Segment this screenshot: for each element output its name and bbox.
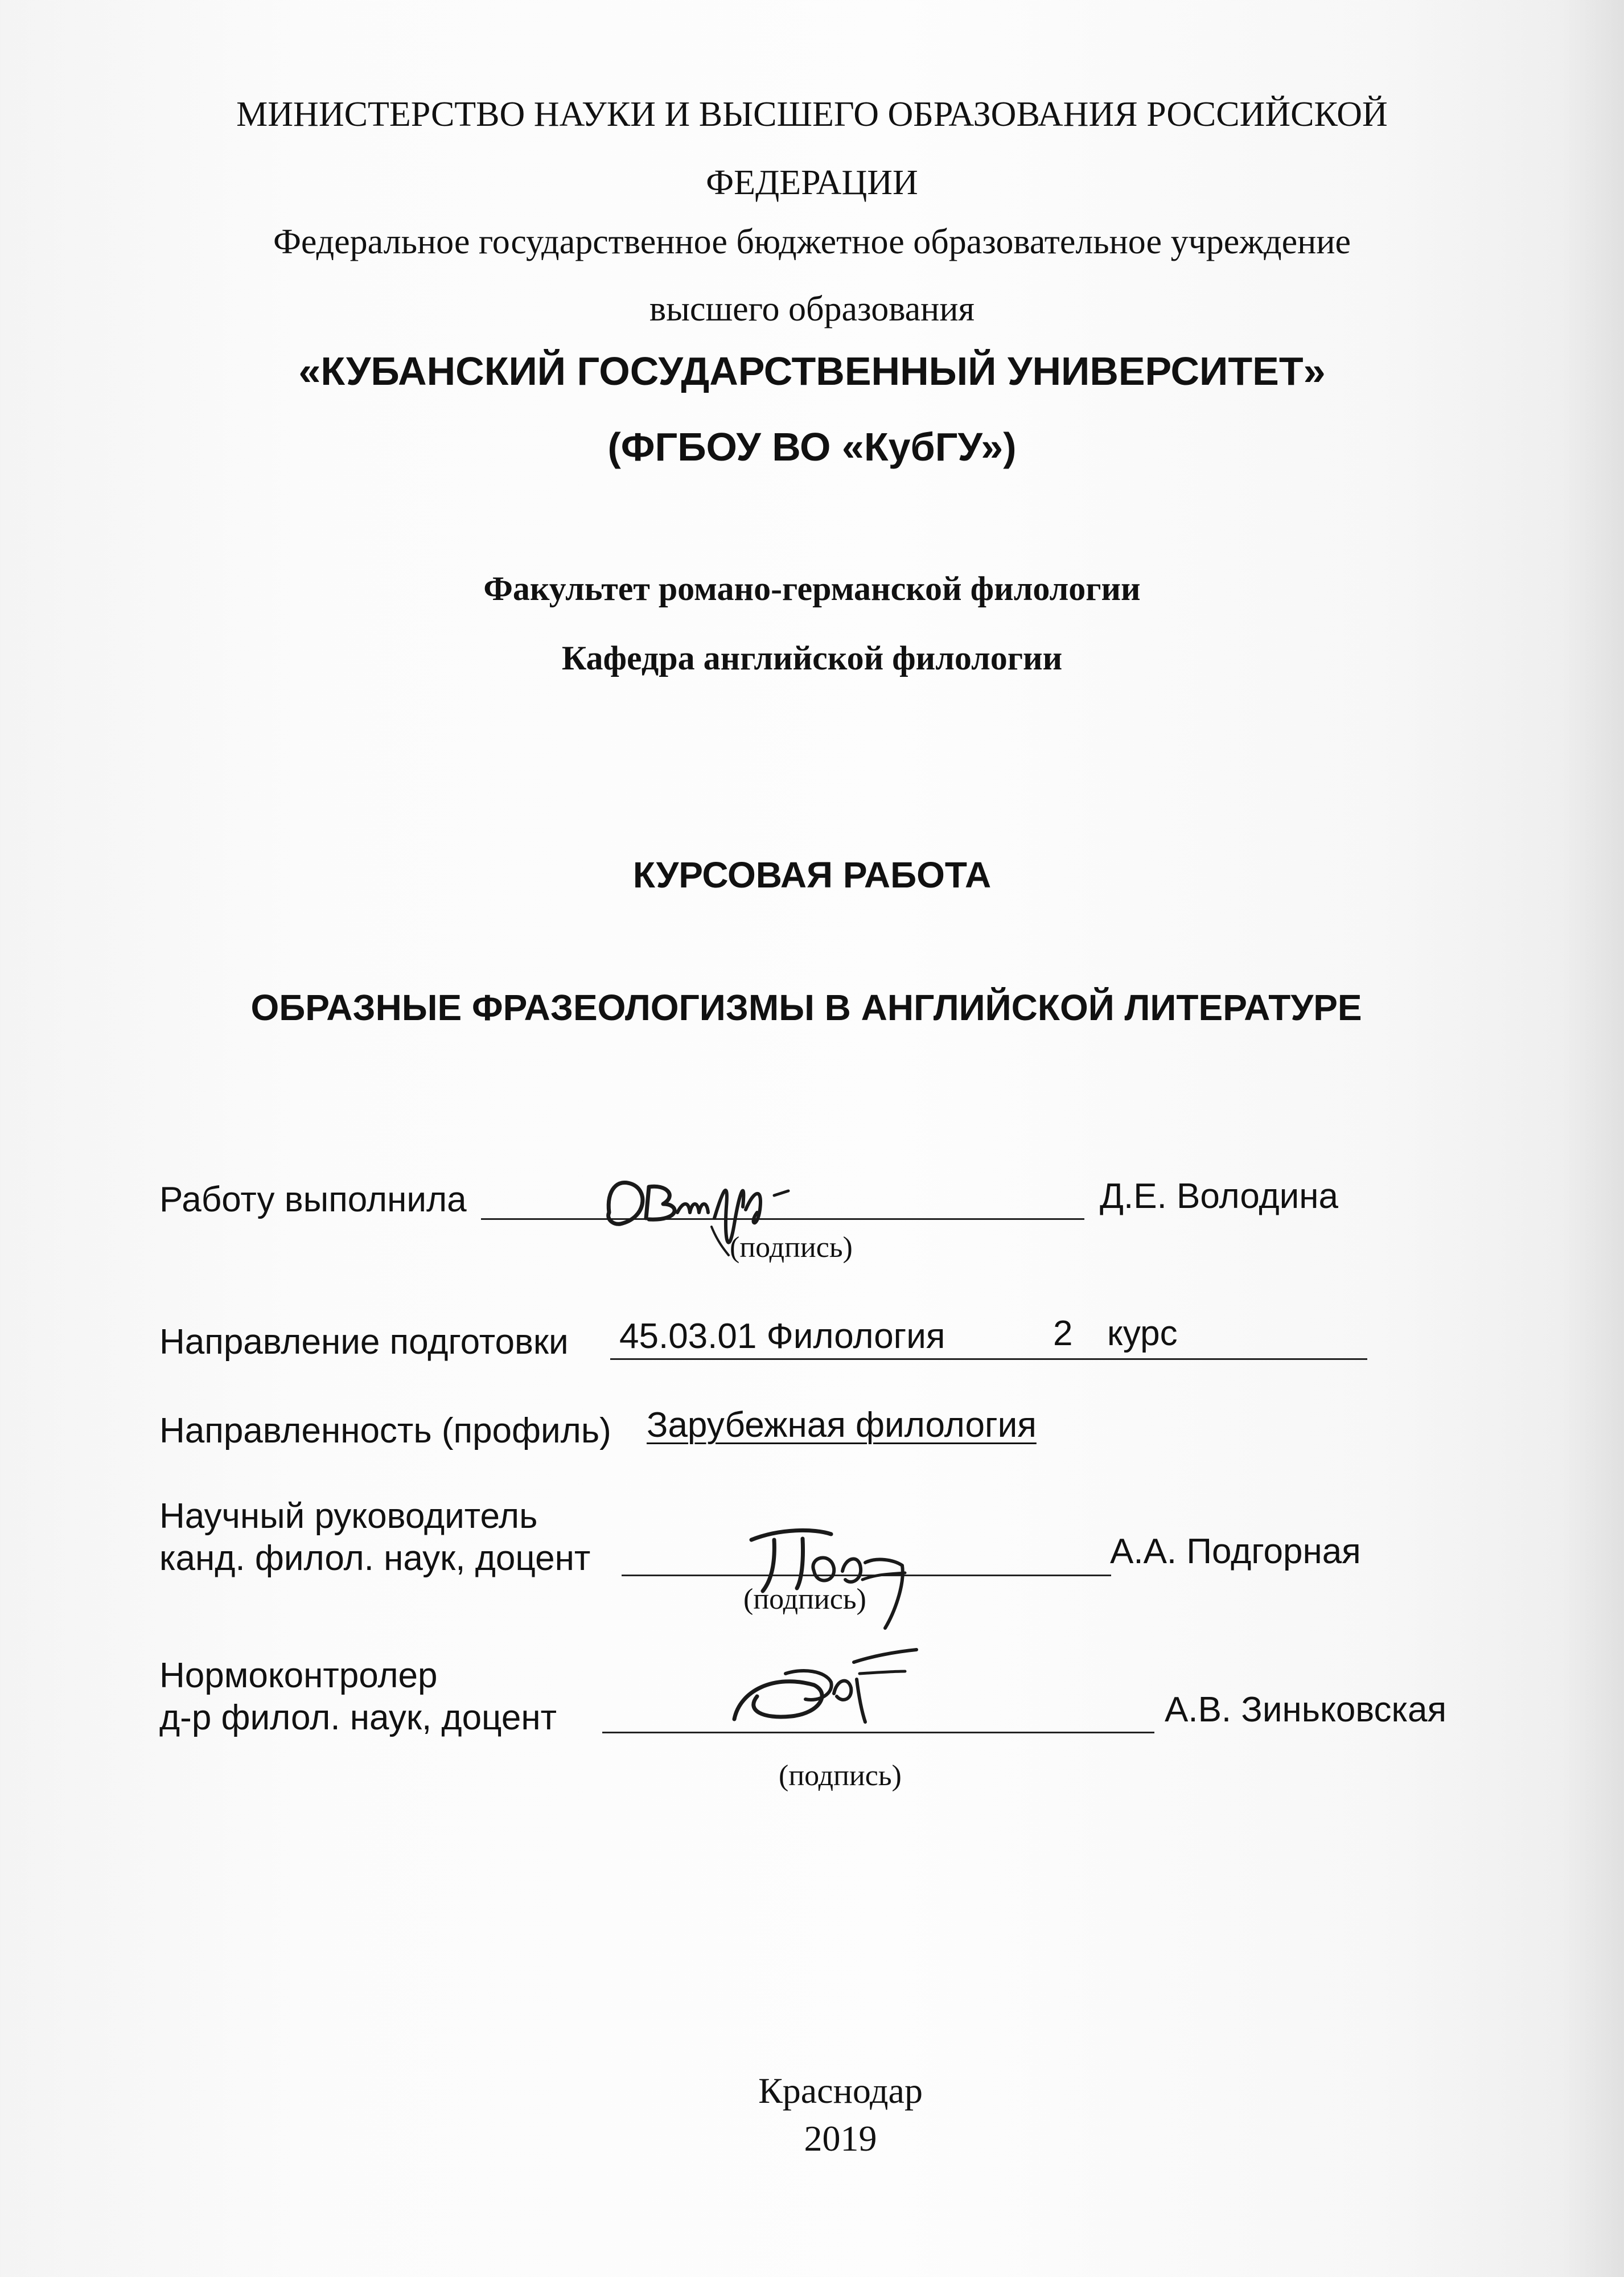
- page-edge-shadow: [1561, 0, 1624, 2277]
- supervisor-role: Научный руководитель: [159, 1497, 538, 1536]
- profile-value: Зарубежная филология: [647, 1405, 1037, 1445]
- document-type: КУРСОВАЯ РАБОТА: [632, 854, 992, 895]
- course-label: курс: [1107, 1314, 1178, 1353]
- author-name: Д.Е. Володина: [1100, 1177, 1339, 1216]
- year: 2019: [804, 2118, 877, 2159]
- city: Краснодар: [758, 2070, 923, 2111]
- document-title: ОБРАЗНЫЕ ФРАЗЕОЛОГИЗМЫ В АНГЛИЙСКОЙ ЛИТЕРАТУРЕ: [250, 987, 1362, 1028]
- supervisor-degree: канд. филол. наук, доцент: [159, 1539, 591, 1578]
- normcontroller-signature-image: [723, 1639, 939, 1742]
- program-value: 45.03.01 Филология: [619, 1317, 945, 1356]
- program-label: Направление подготовки: [159, 1322, 569, 1362]
- ministry-line-1: МИНИСТЕРСТВО НАУКИ И ВЫСШЕГО ОБРАЗОВАНИЯ РОССИЙСКОЙ: [236, 95, 1388, 134]
- ministry-line-2: ФЕДЕРАЦИИ: [706, 163, 918, 202]
- normcontroller-role: Нормоконтролер: [159, 1656, 438, 1695]
- profile-label: Направленность (профиль): [159, 1411, 611, 1450]
- normcontroller-signature-caption: (подпись): [779, 1760, 902, 1792]
- course-number: 2: [1053, 1314, 1073, 1353]
- normcontroller-degree: д-р филол. наук, доцент: [159, 1698, 557, 1737]
- supervisor-name: А.А. Подгорная: [1110, 1532, 1361, 1571]
- normcontroller-name: А.В. Зиньковская: [1165, 1690, 1447, 1729]
- institution-line-1: Федеральное государственное бюджетное образовательное учреждение: [273, 223, 1351, 261]
- university-name: «КУБАНСКИЙ ГОСУДАРСТВЕННЫЙ УНИВЕРСИТЕТ»: [298, 349, 1326, 393]
- department-name: Кафедра английской филологии: [561, 639, 1063, 677]
- university-short-name: (ФГБОУ ВО «КубГУ»): [607, 425, 1017, 469]
- institution-line-2: высшего образования: [649, 290, 975, 328]
- faculty-name: Факультет романо-германской филологии: [483, 570, 1141, 607]
- program-underline: [610, 1358, 1367, 1360]
- supervisor-signature-caption: (подпись): [743, 1583, 866, 1616]
- author-signature-caption: (подпись): [730, 1231, 853, 1264]
- author-label: Работу выполнила: [159, 1180, 467, 1219]
